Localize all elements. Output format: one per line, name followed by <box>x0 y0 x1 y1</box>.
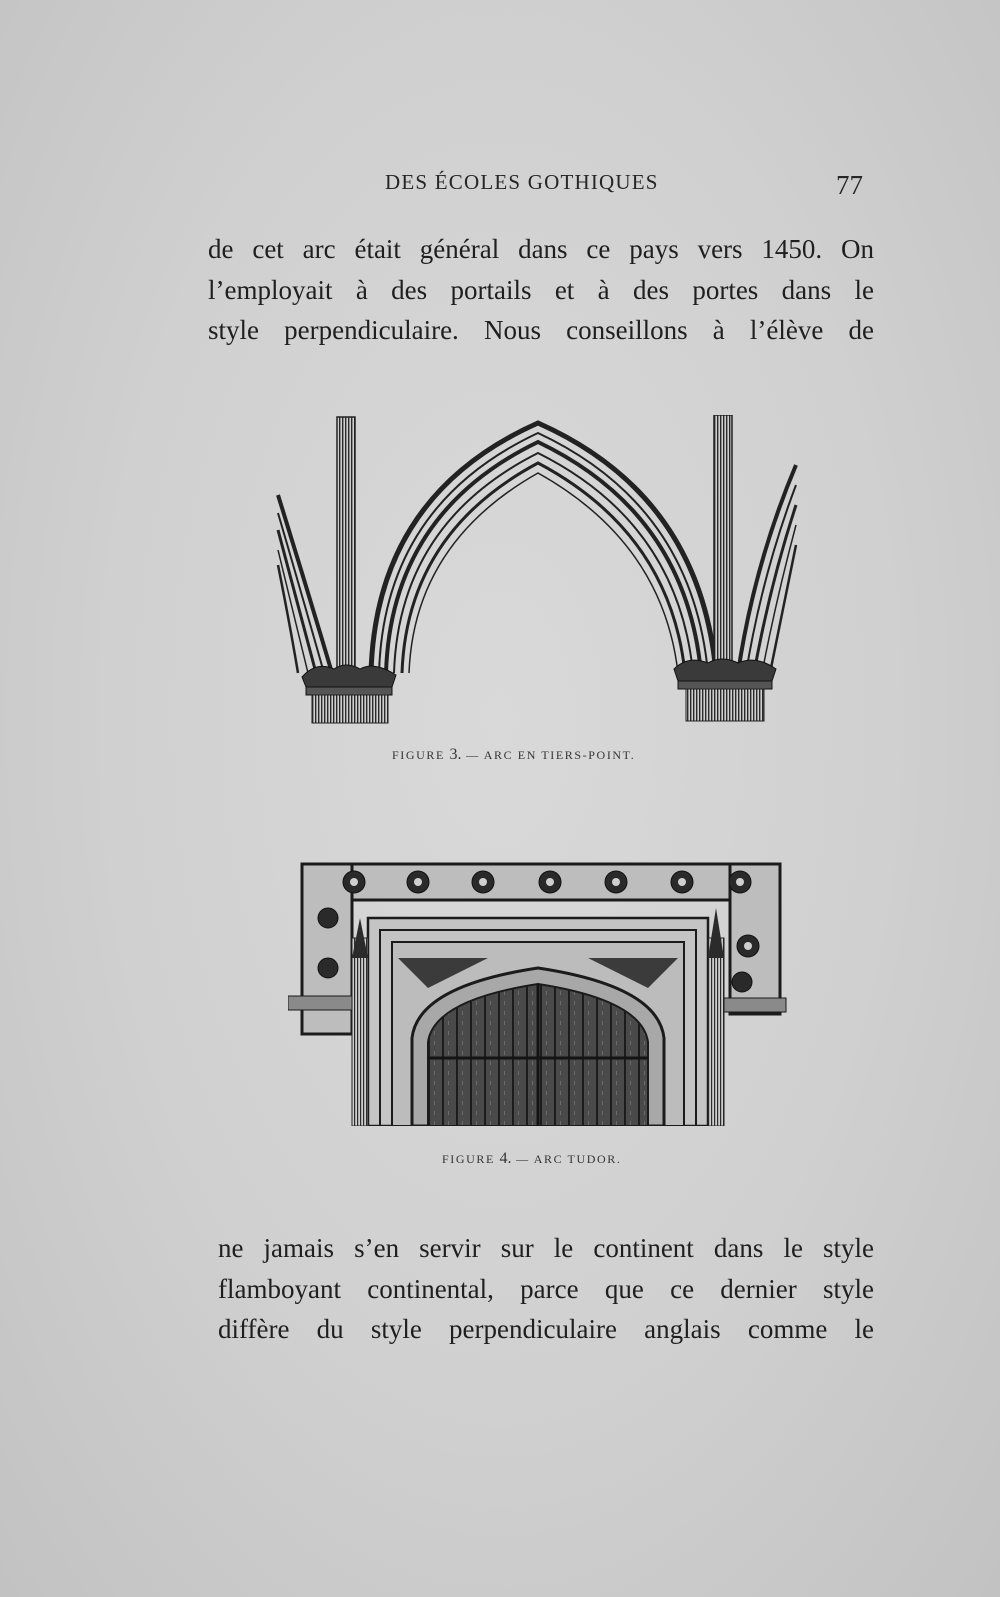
caption-text: — ARC EN TIERS-POINT. <box>466 748 636 762</box>
text-line: style perpendiculaire. Nous conseillons à l’élève de <box>208 315 874 345</box>
caption-number: 3. <box>449 746 462 763</box>
text-line: ne jamais s’en servir sur le continent dans le style <box>218 1233 874 1263</box>
page-number: 77 <box>836 170 863 200</box>
text-line: diffère du style perpendiculaire anglais comme le <box>218 1314 874 1344</box>
text-line: de cet arc était général dans ce pays vers 1450. On <box>208 234 874 264</box>
caption-prefix: FIGURE <box>392 748 445 762</box>
caption-number: 4. <box>499 1150 512 1167</box>
figure-3-pointed-arch-illustration <box>276 415 816 741</box>
body-text-bottom <box>218 1228 874 1350</box>
figure-4-caption <box>442 1150 621 1168</box>
body-text-top <box>208 229 874 351</box>
text-line: flamboyant continental, parce que ce dernier style <box>218 1273 874 1304</box>
caption-prefix: FIGURE <box>442 1152 495 1166</box>
running-head: DES ÉCOLES GOTHIQUES <box>385 170 659 194</box>
figure-3-caption <box>392 746 635 764</box>
text-line: l’employait à des portails et à des portes dans le <box>208 274 874 305</box>
caption-text: — ARC TUDOR. <box>516 1152 622 1166</box>
figure-4-tudor-arch-illustration <box>288 858 794 1126</box>
